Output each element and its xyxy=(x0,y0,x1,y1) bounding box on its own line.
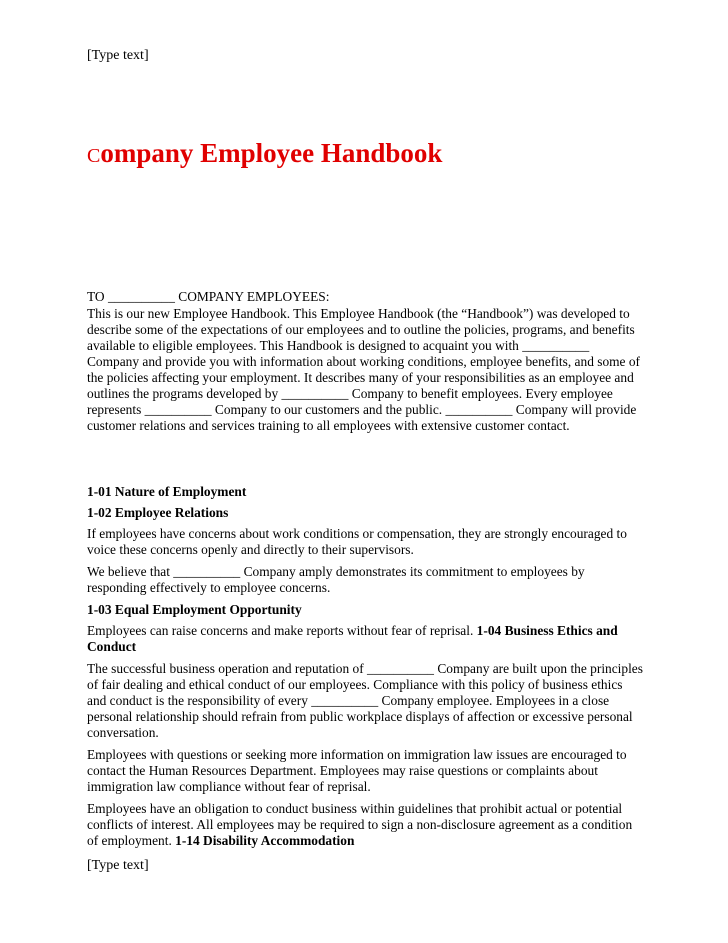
reprisal-text: Employees can raise concerns and make reports without fear of reprisal. xyxy=(87,623,477,638)
page-footer: [Type text] xyxy=(87,858,149,873)
section-heading-1-04: 1-04 Business Ethics and Conduct xyxy=(87,623,618,654)
paragraph-immigration: Employees with questions or seeking more information on immigration law issues are encouraged to contact the Human Resources Department. Employees may raise questions or complaints about immigration law compliance without fear of reprisal. xyxy=(87,747,627,794)
page-header: [Type text] xyxy=(87,48,149,63)
paragraph-reprisal xyxy=(87,623,643,655)
paragraph-concerns: If employees have concerns about work conditions or compensation, they are strongly encouraged to voice these concerns openly and directly to their supervisors. xyxy=(87,526,627,557)
section-heading-1-01: 1-01 Nature of Employment xyxy=(87,484,247,499)
section-heading-1-14: 1-14 Disability Accommodation xyxy=(175,833,355,848)
paragraph-obligation xyxy=(87,801,643,849)
title-rest: ompany Employee Handbook xyxy=(100,138,443,168)
policy-sections xyxy=(87,484,643,855)
obligation-text: Employees have an obligation to conduct business within guidelines that prohibit actual or potential conflicts of interest. All employees may be required to sign a non-disclosure agreement as a condition of employment. xyxy=(87,801,633,848)
title-first-letter: C xyxy=(87,145,101,167)
paragraph-believe: We believe that __________ Company amply demonstrates its commitment to employees by responding effectively to employee concerns. xyxy=(87,564,585,595)
section-heading-1-03: 1-03 Equal Employment Opportunity xyxy=(87,602,302,617)
to-line: TO __________ COMPANY EMPLOYEES: xyxy=(87,289,330,304)
section-heading-1-02: 1-02 Employee Relations xyxy=(87,505,229,520)
paragraph-business-operation: The successful business operation and reputation of __________ Company are built upon the principles of fair dealing and ethical conduct of our employees. Compliance with this policy of business ethics and conduct is the responsibility of every __________ Company employee. Employees in a close personal relationship should refrain from public workplace displays of affection or excessive personal conversation. xyxy=(87,661,643,740)
intro-paragraph: This is our new Employee Handbook. This Employee Handbook (the “Handbook”) was developed to describe some of the expectations of our employees and to outline the policies, programs, and benefits available to eligible employees. This Handbook is designed to acquaint you with __________ Company and provide you with information about working conditions, employee benefits, and some of the policies affecting your employment. It describes many of your responsibilities as an employee and outlines the programs developed by __________ Company to benefit employees. Every employee represents __________ Company to our customers and the public. __________ Company will provide customer relations and services training to all employees with extensive customer contact. xyxy=(87,306,641,433)
document-title xyxy=(87,138,442,169)
